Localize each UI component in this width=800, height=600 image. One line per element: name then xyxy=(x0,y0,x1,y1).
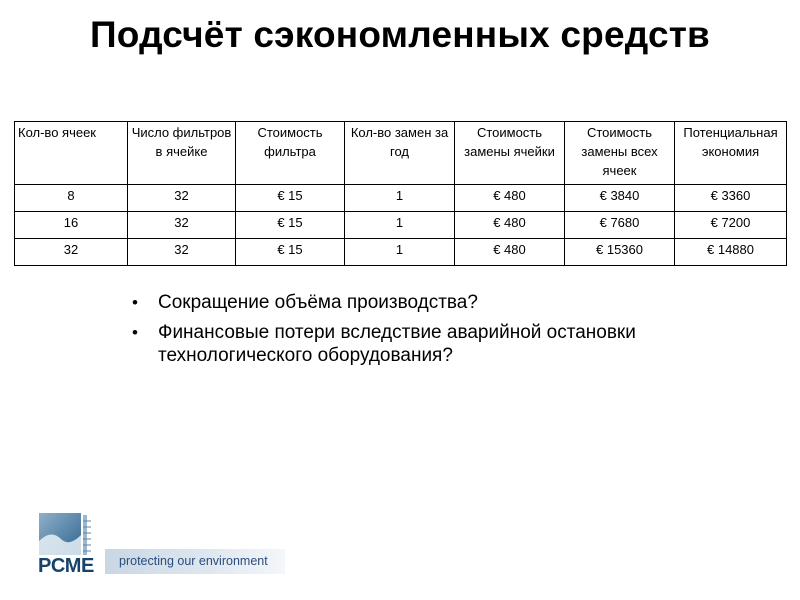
header-cell-count: Кол-во ячеек xyxy=(15,122,128,185)
table-row xyxy=(15,239,787,266)
table-cell: € 15 xyxy=(236,185,345,212)
table-cell: 8 xyxy=(15,185,128,212)
table-cell: € 480 xyxy=(455,239,565,266)
table-cell: € 7200 xyxy=(675,212,787,239)
table-row xyxy=(15,212,787,239)
table-cell: € 7680 xyxy=(565,212,675,239)
table-cell: € 15 xyxy=(236,212,345,239)
header-cell-cell-cost: Стоимость замены ячейки xyxy=(455,122,565,185)
bullet-list xyxy=(122,291,682,374)
table-cell: 32 xyxy=(128,212,236,239)
table-cell: € 3360 xyxy=(675,185,787,212)
header-cell-total-cost: Стоимость замены всех ячеек xyxy=(565,122,675,185)
table-cell: 32 xyxy=(128,185,236,212)
savings-table xyxy=(14,121,787,266)
header-cell-filters: Число фильтров в ячейке xyxy=(128,122,236,185)
table-cell: 1 xyxy=(345,212,455,239)
bullet-icon: • xyxy=(132,293,138,312)
header-cell-replacements: Кол-во замен за год xyxy=(345,122,455,185)
slide-title: Подсчёт сэкономленных средств xyxy=(89,14,710,55)
table-header-row xyxy=(15,122,787,185)
table-cell: € 14880 xyxy=(675,239,787,266)
table-cell: € 480 xyxy=(455,212,565,239)
table-cell: € 15360 xyxy=(565,239,675,266)
tagline: protecting our environment xyxy=(105,549,285,574)
header-cell-filter-cost: Стоимость фильтра xyxy=(236,122,345,185)
bullet-text: Финансовые потери вследствие аварийной остановки технологического оборудования? xyxy=(158,322,636,366)
table-cell: € 3840 xyxy=(565,185,675,212)
bullet-text: Сокращение объёма производства? xyxy=(158,292,478,313)
table-cell: 32 xyxy=(15,239,128,266)
bullet-icon: • xyxy=(132,323,138,342)
table-row xyxy=(15,185,787,212)
table-cell: € 15 xyxy=(236,239,345,266)
list-item xyxy=(122,321,682,367)
table-cell: 1 xyxy=(345,239,455,266)
logo-text: PCME xyxy=(38,555,94,577)
header-cell-savings: Потенциальная экономия xyxy=(675,122,787,185)
table-cell: € 480 xyxy=(455,185,565,212)
table-cell: 32 xyxy=(128,239,236,266)
table-cell: 16 xyxy=(15,212,128,239)
table-cell: 1 xyxy=(345,185,455,212)
list-item xyxy=(122,291,682,314)
